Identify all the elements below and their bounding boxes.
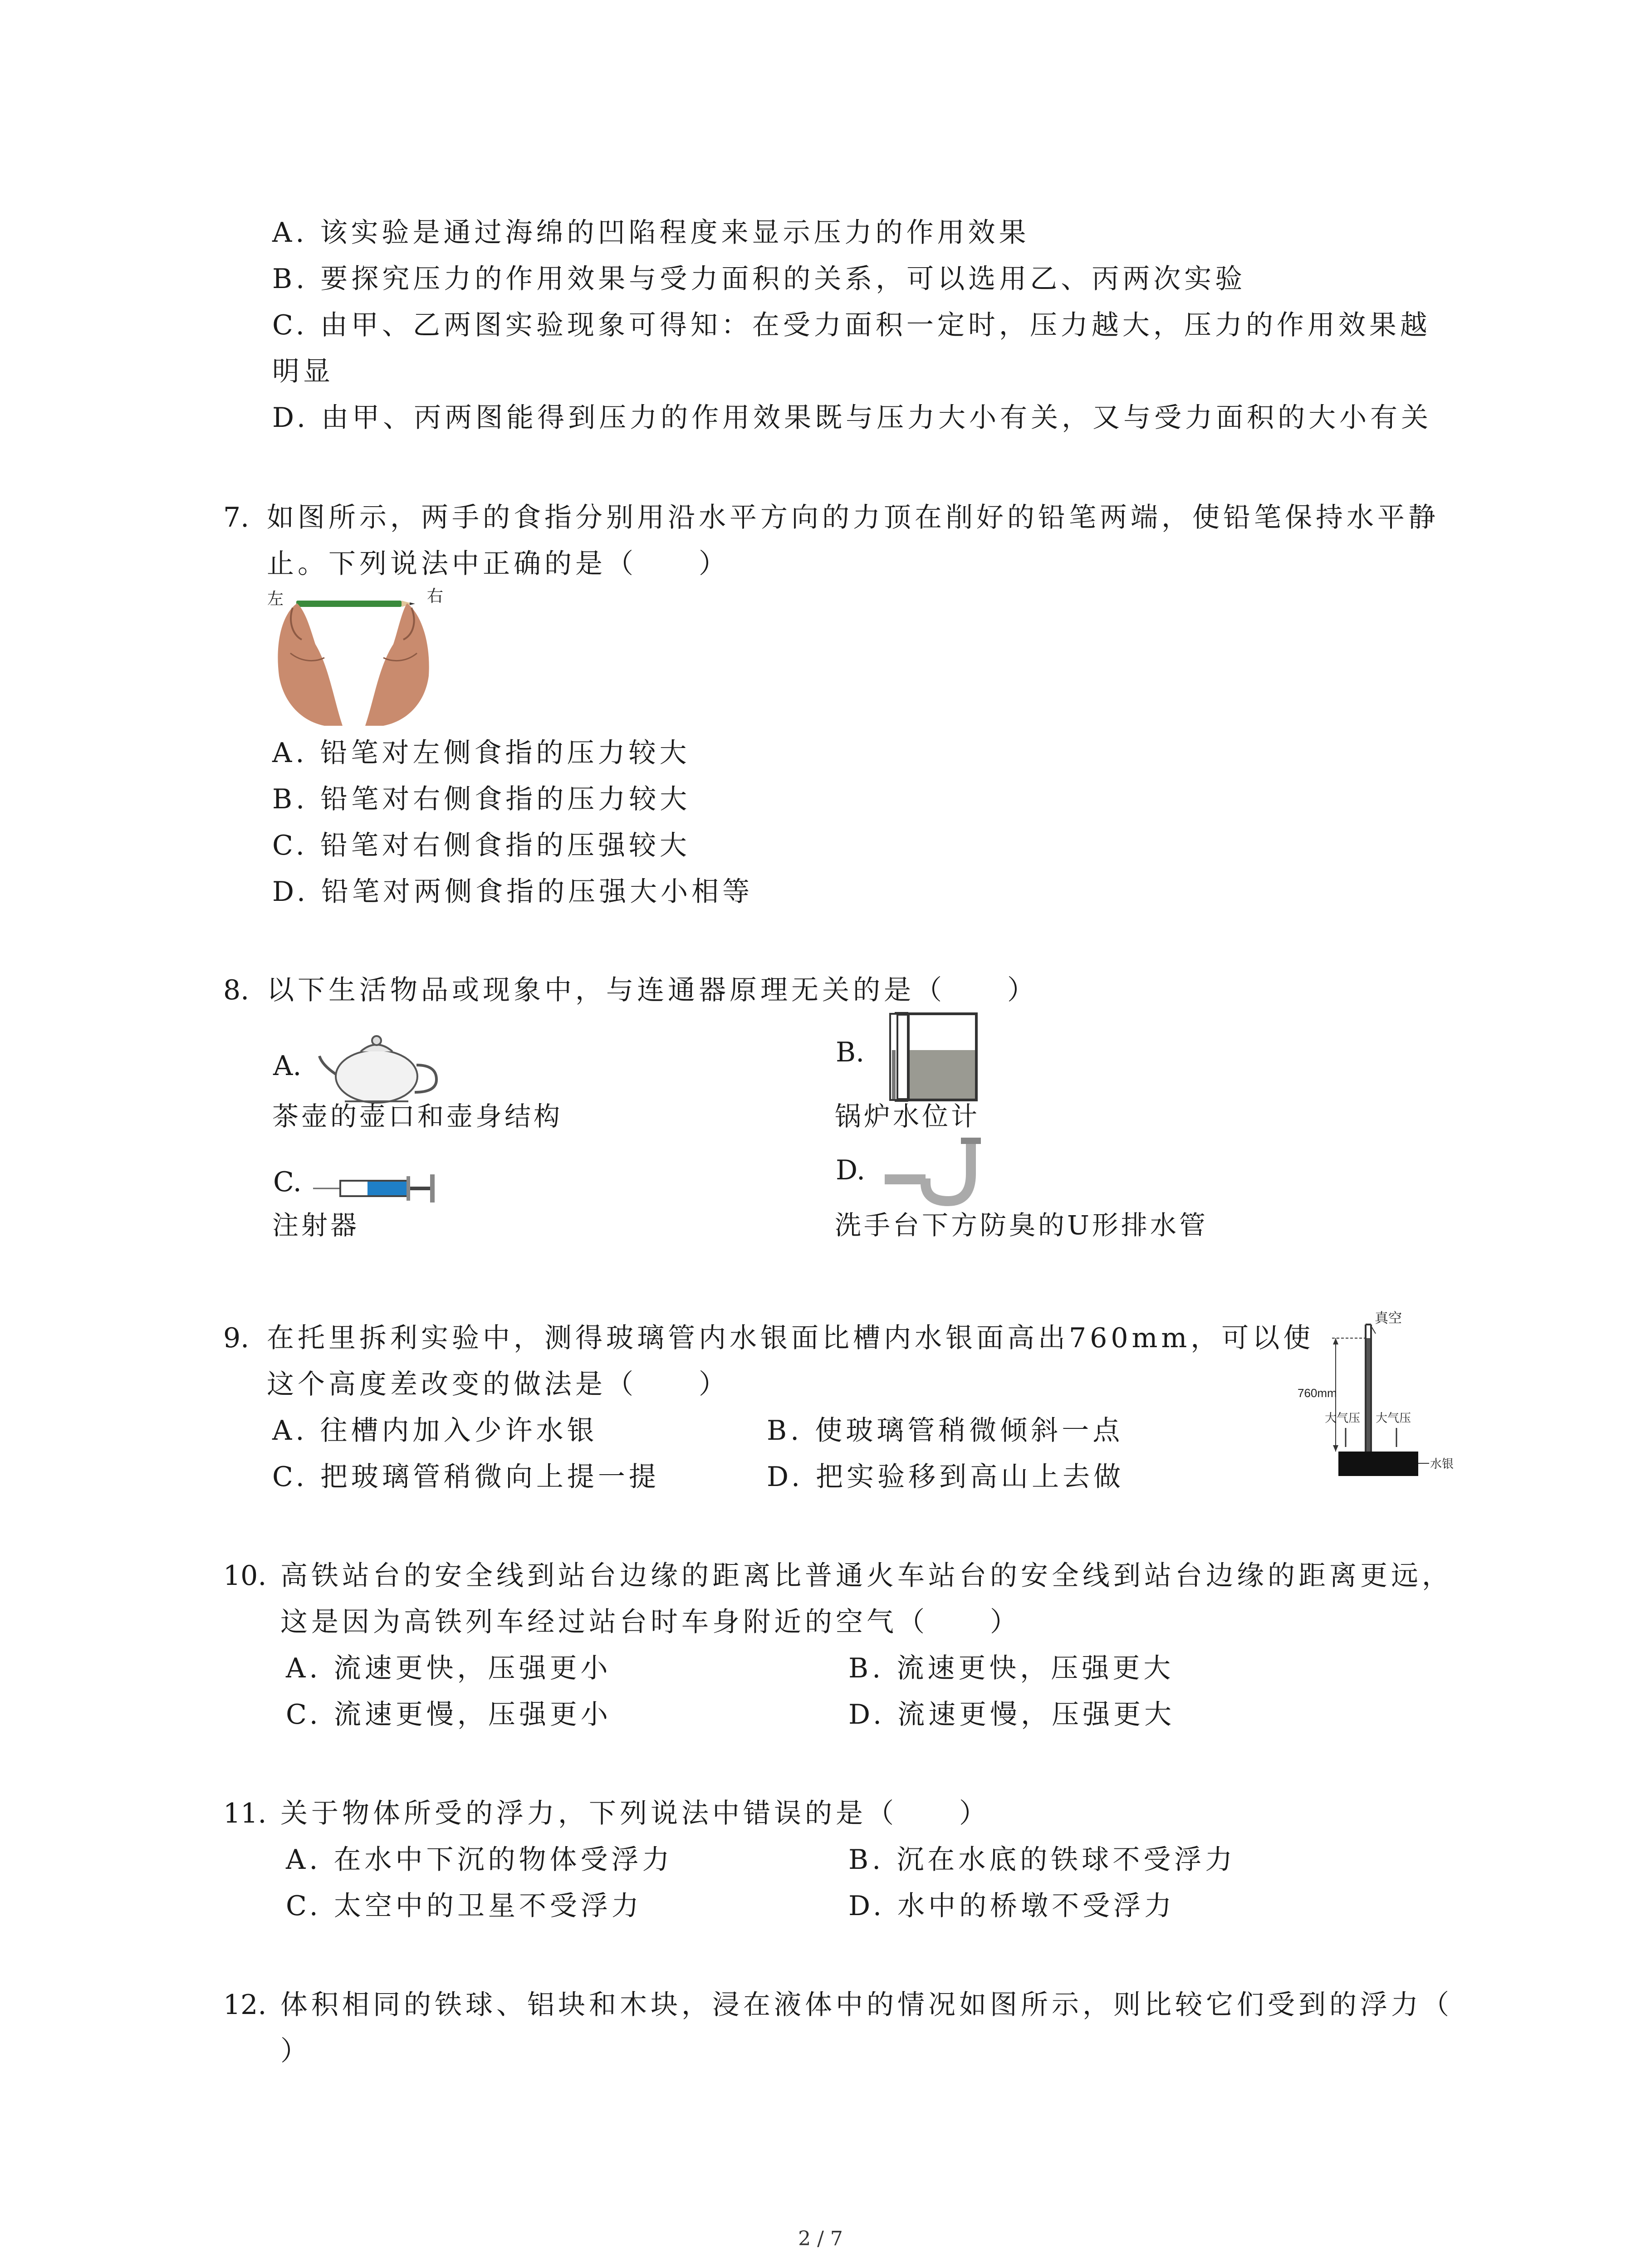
boiler-gauge-icon bbox=[877, 1009, 985, 1105]
q7-option-a: A. 铅笔对左侧食指的压力较大 bbox=[272, 737, 691, 769]
q10-stem-line1: 高铁站台的安全线到站台边缘的距离比普通火车站台的安全线到站台边缘的距离更远， bbox=[280, 1560, 1453, 1592]
q8-stem: 以下生活物品或现象中，与连通器原理无关的是（ ） bbox=[267, 974, 1038, 1006]
q10-stem-line2: 这是因为高铁列车经过站台时车身附近的空气（ ） bbox=[280, 1606, 1021, 1638]
q8-option-b-caption: 锅炉水位计 bbox=[835, 1101, 980, 1132]
q8-number: 8. bbox=[223, 974, 250, 1006]
q10-number: 10. bbox=[223, 1560, 267, 1592]
q7-number: 7. bbox=[223, 502, 250, 533]
q8-option-a-letter: A. bbox=[273, 1050, 302, 1082]
q12-stem-line2: ） bbox=[280, 2035, 311, 2067]
atm-left-label: 大气压 bbox=[1325, 1411, 1361, 1425]
atm-right-label: 大气压 bbox=[1376, 1411, 1411, 1425]
teapot-icon bbox=[318, 1029, 445, 1110]
q9-number: 9. bbox=[223, 1322, 250, 1354]
q8-option-c-letter: C. bbox=[273, 1166, 302, 1198]
q8-option-d-caption: 洗手台下方防臭的U形排水管 bbox=[835, 1210, 1208, 1241]
figure-left-label: 左 bbox=[267, 589, 284, 608]
q7-option-c: C. 铅笔对右侧食指的压强较大 bbox=[272, 830, 691, 861]
mercury-label: 水银 bbox=[1430, 1457, 1454, 1471]
q11-number: 11. bbox=[223, 1798, 267, 1829]
q10-option-c: C. 流速更慢，压强更小 bbox=[286, 1699, 612, 1730]
torricelli-figure bbox=[1298, 1306, 1461, 1488]
q8-option-d-letter: D. bbox=[836, 1154, 866, 1186]
q11-option-b: B. 沉在水底的铁球不受浮力 bbox=[848, 1844, 1236, 1876]
pencil-fingers-figure bbox=[265, 585, 456, 730]
q9-option-b: B. 使玻璃管稍微倾斜一点 bbox=[767, 1415, 1124, 1447]
right-hand-icon bbox=[365, 603, 429, 726]
q6-option-c-cont: 明显 bbox=[272, 356, 334, 387]
q11-stem: 关于物体所受的浮力，下列说法中错误的是（ ） bbox=[280, 1798, 990, 1829]
q12-number: 12. bbox=[223, 1989, 267, 2021]
q9-option-d: D. 把实验移到高山上去做 bbox=[767, 1461, 1125, 1493]
q10-option-d: D. 流速更慢，压强更大 bbox=[848, 1699, 1176, 1730]
q11-option-a: A. 在水中下沉的物体受浮力 bbox=[286, 1844, 673, 1876]
q9-option-a: A. 往槽内加入少许水银 bbox=[272, 1415, 598, 1447]
q9-stem-line2: 这个高度差改变的做法是（ ） bbox=[267, 1369, 730, 1400]
u-drain-pipe-icon bbox=[876, 1138, 989, 1215]
q9-stem-line1: 在托里拆利实验中，测得玻璃管内水银面比槽内水银面高出760mm，可以使 bbox=[267, 1322, 1314, 1354]
q7-option-d: D. 铅笔对两侧食指的压强大小相等 bbox=[272, 876, 754, 908]
page-number: 2 / 7 bbox=[798, 2227, 843, 2250]
q8-option-b-letter: B. bbox=[836, 1036, 865, 1068]
mercury-trough-icon bbox=[1338, 1452, 1418, 1476]
q9-option-c: C. 把玻璃管稍微向上提一提 bbox=[272, 1461, 660, 1493]
q10-option-b: B. 流速更快，压强更大 bbox=[848, 1652, 1175, 1684]
q6-option-a: A. 该实验是通过海绵的凹陷程度来显示压力的作用效果 bbox=[272, 217, 1030, 249]
q11-option-c: C. 太空中的卫星不受浮力 bbox=[286, 1890, 642, 1922]
height-label: 760mm bbox=[1298, 1386, 1337, 1400]
pencil-icon bbox=[296, 601, 402, 607]
left-hand-icon bbox=[278, 603, 343, 726]
q7-option-b: B. 铅笔对右侧食指的压力较大 bbox=[272, 783, 691, 815]
q10-option-a: A. 流速更快，压强更小 bbox=[286, 1652, 612, 1684]
q6-option-d: D. 由甲、丙两图能得到压力的作用效果既与压力大小有关，又与受力面积的大小有关 bbox=[272, 402, 1432, 434]
q7-stem-line1: 如图所示，两手的食指分别用沿水平方向的力顶在削好的铅笔两端，使铅笔保持水平静 bbox=[267, 502, 1439, 533]
vacuum-label: 真空 bbox=[1375, 1311, 1402, 1326]
q11-option-d: D. 水中的桥墩不受浮力 bbox=[848, 1890, 1176, 1922]
syringe-icon bbox=[313, 1168, 445, 1209]
q6-option-b: B. 要探究压力的作用效果与受力面积的关系，可以选用乙、丙两次实验 bbox=[272, 263, 1246, 295]
q8-option-c-caption: 注射器 bbox=[272, 1210, 360, 1241]
q6-option-c: C. 由甲、乙两图实验现象可得知：在受力面积一定时，压力越大，压力的作用效果越 bbox=[272, 309, 1431, 341]
q7-stem-line2: 止。下列说法中正确的是（ ） bbox=[267, 548, 730, 580]
figure-right-label: 右 bbox=[427, 587, 444, 605]
q12-stem-line1: 体积相同的铁球、铝块和木块，浸在液体中的情况如图所示，则比较它们受到的浮力（ bbox=[280, 1989, 1453, 2021]
q8-option-a-caption: 茶壶的壶口和壶身结构 bbox=[272, 1101, 563, 1132]
